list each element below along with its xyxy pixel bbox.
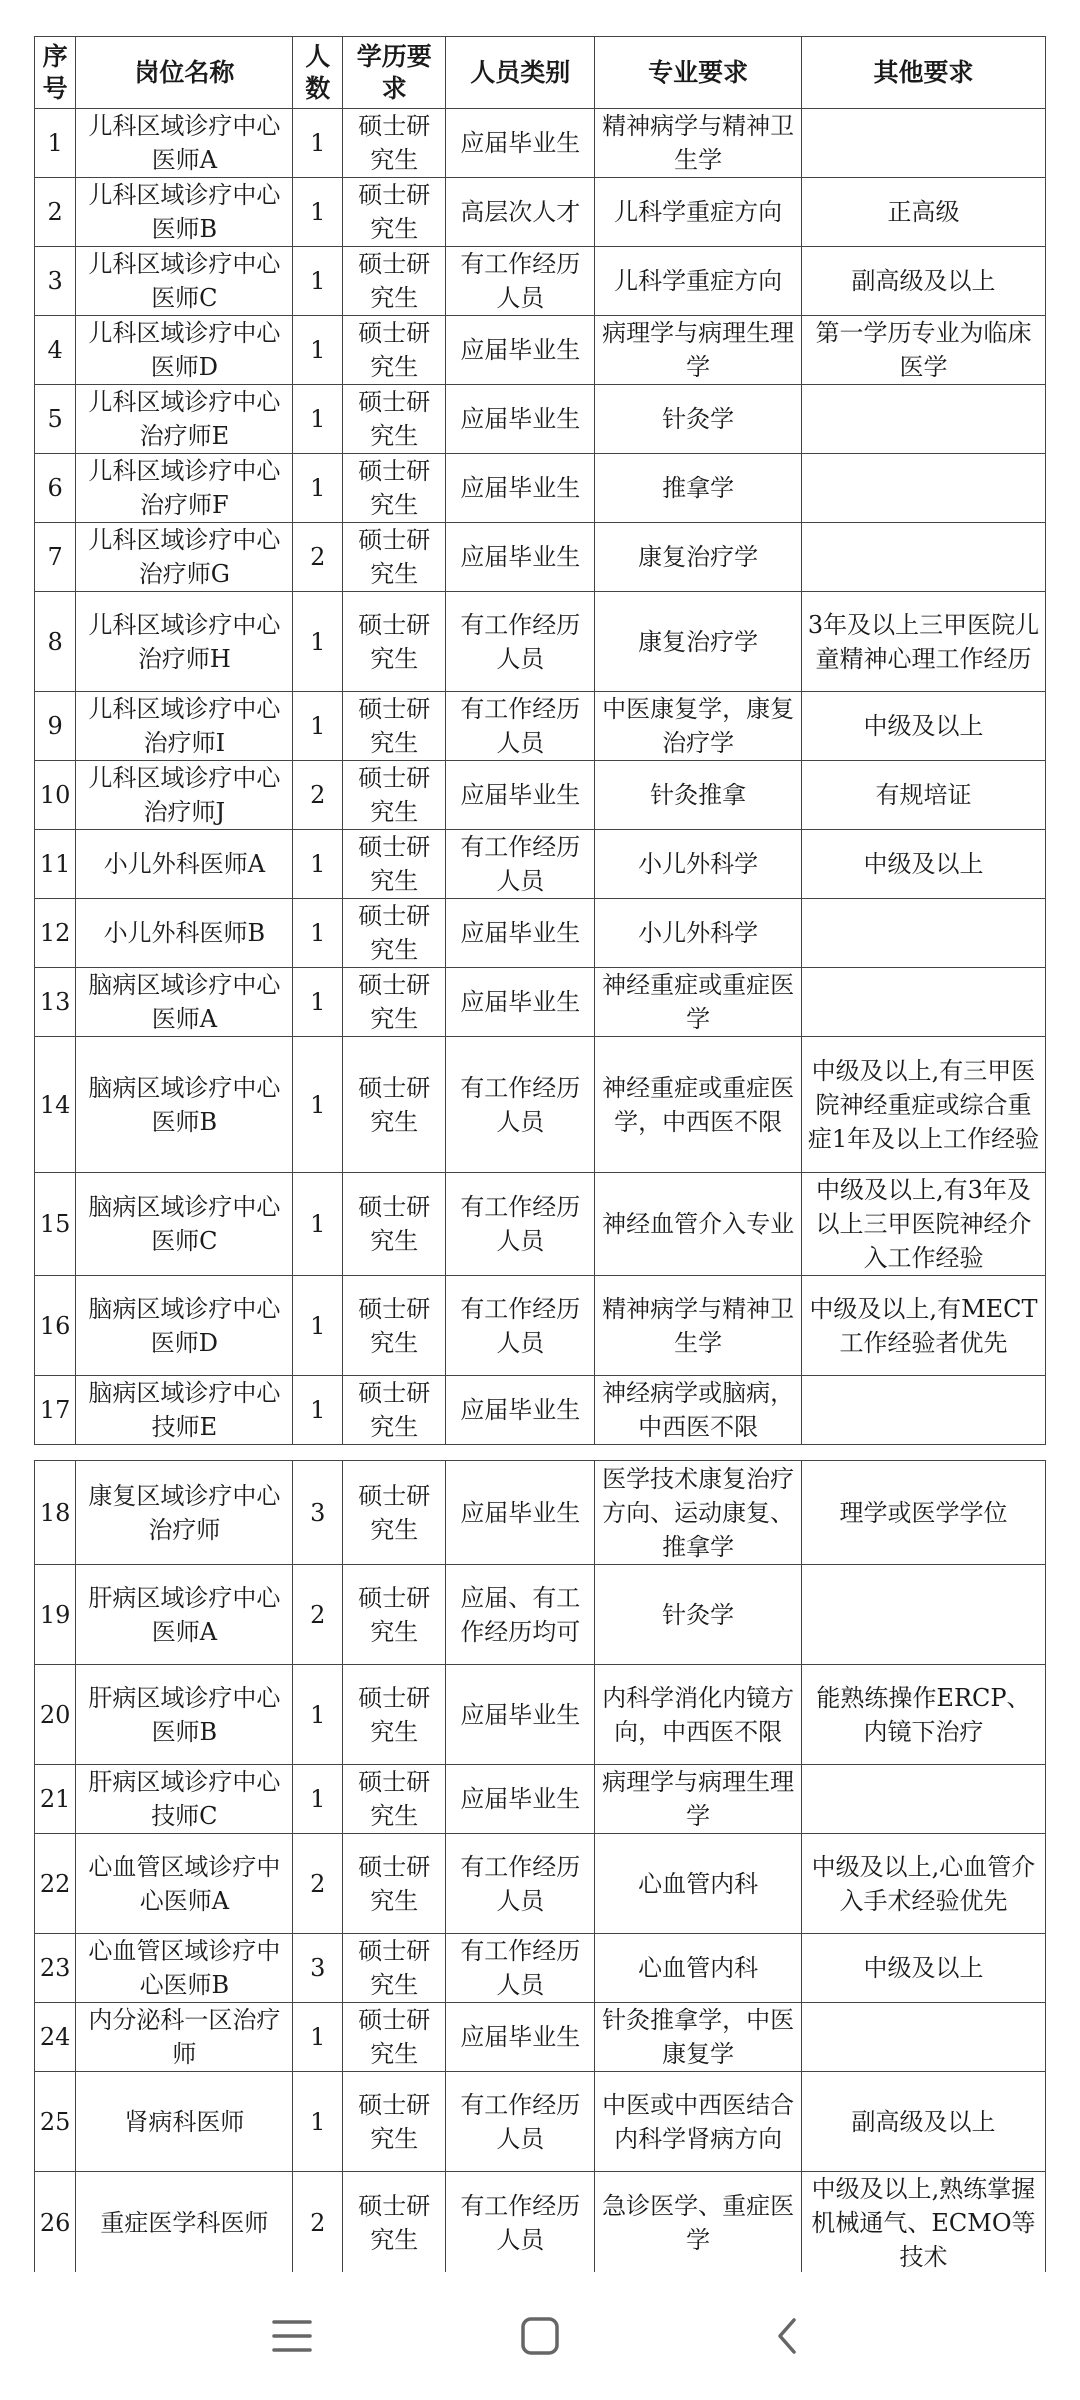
- row-category: 有工作经历人员: [446, 1934, 595, 2003]
- row-major: 内科学消化内镜方向，中西医不限: [595, 1665, 802, 1765]
- row-category: 应届毕业生: [446, 1765, 595, 1834]
- row-no: 2: [35, 178, 76, 247]
- row-education: 硕士研究生: [343, 830, 446, 899]
- table-row: [35, 1565, 1046, 1665]
- row-other-requirements: 副高级及以上: [801, 247, 1045, 316]
- row-no: 12: [35, 899, 76, 968]
- row-position-name: 心血管区域诊疗中心医师B: [76, 1934, 293, 2003]
- row-other-requirements: [801, 899, 1045, 968]
- row-education: 硕士研究生: [343, 1461, 446, 1565]
- row-education: 硕士研究生: [343, 1173, 446, 1276]
- row-category: 应届毕业生: [446, 1665, 595, 1765]
- row-major: 神经重症或重症医学: [595, 968, 802, 1037]
- row-headcount: 1: [293, 454, 343, 523]
- table-row: [35, 385, 1046, 454]
- row-education: 硕士研究生: [343, 2003, 446, 2072]
- row-position-name: 肝病区域诊疗中心医师A: [76, 1565, 293, 1665]
- row-category: 有工作经历人员: [446, 2072, 595, 2172]
- table-row: [35, 1173, 1046, 1276]
- row-other-requirements: [801, 385, 1045, 454]
- table-row: [35, 1037, 1046, 1173]
- row-other-requirements: [801, 454, 1045, 523]
- row-position-name: 肝病区域诊疗中心医师B: [76, 1665, 293, 1765]
- row-major: 儿科学重症方向: [595, 178, 802, 247]
- back-chevron-icon: [766, 2314, 810, 2358]
- row-major: 心血管内科: [595, 1934, 802, 2003]
- row-major: 医学技术康复治疗方向、运动康复、推拿学: [595, 1461, 802, 1565]
- row-category: 应届毕业生: [446, 454, 595, 523]
- row-position-name: 脑病区域诊疗中心技师E: [76, 1376, 293, 1445]
- row-education: 硕士研究生: [343, 1037, 446, 1173]
- table-row: [35, 592, 1046, 692]
- recruitment-table-top: [34, 36, 1046, 1445]
- row-education: 硕士研究生: [343, 1834, 446, 1934]
- row-position-name: 儿科区域诊疗中心医师C: [76, 247, 293, 316]
- row-category: 有工作经历人员: [446, 592, 595, 692]
- row-education: 硕士研究生: [343, 1934, 446, 2003]
- row-other-requirements: 中级及以上,心血管介入手术经验优先: [801, 1834, 1045, 1934]
- row-headcount: 2: [293, 761, 343, 830]
- table-row: [35, 1765, 1046, 1834]
- row-headcount: 1: [293, 1173, 343, 1276]
- row-other-requirements: 第一学历专业为临床医学: [801, 316, 1045, 385]
- row-headcount: 3: [293, 1461, 343, 1565]
- row-major: 针灸推拿学，中医康复学: [595, 2003, 802, 2072]
- row-other-requirements: 中级及以上,有三甲医院神经重症或综合重症1年及以上工作经验: [801, 1037, 1045, 1173]
- row-major: 神经血管介入专业: [595, 1173, 802, 1276]
- row-no: 21: [35, 1765, 76, 1834]
- table-row: [35, 1461, 1046, 1565]
- row-position-name: 肾病科医师: [76, 2072, 293, 2172]
- row-headcount: 1: [293, 692, 343, 761]
- row-other-requirements: [801, 523, 1045, 592]
- table-row: [35, 1276, 1046, 1376]
- table-row: [35, 178, 1046, 247]
- row-major: 病理学与病理生理学: [595, 1765, 802, 1834]
- row-education: 硕士研究生: [343, 316, 446, 385]
- row-no: 3: [35, 247, 76, 316]
- row-category: 应届毕业生: [446, 316, 595, 385]
- row-no: 5: [35, 385, 76, 454]
- row-major: 病理学与病理生理学: [595, 316, 802, 385]
- row-education: 硕士研究生: [343, 1276, 446, 1376]
- row-headcount: 1: [293, 968, 343, 1037]
- table-row: [35, 316, 1046, 385]
- row-major: 小儿外科学: [595, 899, 802, 968]
- row-category: 有工作经历人员: [446, 1037, 595, 1173]
- row-position-name: 儿科区域诊疗中心治疗师J: [76, 761, 293, 830]
- row-other-requirements: 中级及以上,熟练掌握机械通气、ECMO等技术: [801, 2172, 1045, 2273]
- table-row: [35, 1665, 1046, 1765]
- row-education: 硕士研究生: [343, 454, 446, 523]
- row-headcount: 2: [293, 2172, 343, 2273]
- row-position-name: 儿科区域诊疗中心治疗师E: [76, 385, 293, 454]
- row-other-requirements: [801, 109, 1045, 178]
- table-row: [35, 454, 1046, 523]
- row-position-name: 儿科区域诊疗中心治疗师G: [76, 523, 293, 592]
- row-position-name: 儿科区域诊疗中心治疗师F: [76, 454, 293, 523]
- row-other-requirements: 正高级: [801, 178, 1045, 247]
- row-education: 硕士研究生: [343, 968, 446, 1037]
- row-education: 硕士研究生: [343, 1376, 446, 1445]
- row-headcount: 1: [293, 385, 343, 454]
- table-row: [35, 2172, 1046, 2273]
- row-major: 精神病学与精神卫生学: [595, 109, 802, 178]
- row-education: 硕士研究生: [343, 523, 446, 592]
- row-position-name: 肝病区域诊疗中心技师C: [76, 1765, 293, 1834]
- row-no: 15: [35, 1173, 76, 1276]
- row-category: 有工作经历人员: [446, 1834, 595, 1934]
- row-category: 应届毕业生: [446, 2003, 595, 2072]
- header-category: 人员类别: [446, 37, 595, 109]
- row-education: 硕士研究生: [343, 247, 446, 316]
- table-row: [35, 968, 1046, 1037]
- row-no: 10: [35, 761, 76, 830]
- row-major: 神经病学或脑病，中西医不限: [595, 1376, 802, 1445]
- row-major: 康复治疗学: [595, 523, 802, 592]
- table-row: [35, 761, 1046, 830]
- row-no: 8: [35, 592, 76, 692]
- row-no: 11: [35, 830, 76, 899]
- row-no: 9: [35, 692, 76, 761]
- row-category: 应届毕业生: [446, 968, 595, 1037]
- row-category: 应届毕业生: [446, 109, 595, 178]
- recruitment-table-bottom: [34, 1460, 1046, 2272]
- menu-icon: [270, 2316, 314, 2356]
- row-major: 针灸推拿: [595, 761, 802, 830]
- table-row: [35, 247, 1046, 316]
- table-row: [35, 1834, 1046, 1934]
- home-square-icon: [518, 2314, 562, 2358]
- row-headcount: 1: [293, 1276, 343, 1376]
- system-navigation-bar: [0, 2272, 1080, 2400]
- row-major: 急诊医学、重症医学: [595, 2172, 802, 2273]
- row-major: 针灸学: [595, 1565, 802, 1665]
- row-position-name: 儿科区域诊疗中心医师B: [76, 178, 293, 247]
- row-headcount: 1: [293, 592, 343, 692]
- row-headcount: 1: [293, 830, 343, 899]
- row-no: 6: [35, 454, 76, 523]
- back-button[interactable]: [748, 2296, 828, 2376]
- row-no: 7: [35, 523, 76, 592]
- row-position-name: 小儿外科医师A: [76, 830, 293, 899]
- row-category: 有工作经历人员: [446, 1276, 595, 1376]
- row-position-name: 脑病区域诊疗中心医师A: [76, 968, 293, 1037]
- row-other-requirements: 3年及以上三甲医院儿童精神心理工作经历: [801, 592, 1045, 692]
- header-no: 序号: [35, 37, 76, 109]
- row-education: 硕士研究生: [343, 178, 446, 247]
- header-major: 专业要求: [595, 37, 802, 109]
- row-other-requirements: 理学或医学学位: [801, 1461, 1045, 1565]
- table-row: [35, 523, 1046, 592]
- row-other-requirements: [801, 1765, 1045, 1834]
- row-no: 13: [35, 968, 76, 1037]
- row-education: 硕士研究生: [343, 385, 446, 454]
- row-position-name: 儿科区域诊疗中心医师D: [76, 316, 293, 385]
- table-row: [35, 1376, 1046, 1445]
- row-category: 有工作经历人员: [446, 247, 595, 316]
- row-position-name: 康复区域诊疗中心治疗师: [76, 1461, 293, 1565]
- header-count: 人数: [293, 37, 343, 109]
- row-category: 应届、有工作经历均可: [446, 1565, 595, 1665]
- row-position-name: 内分泌科一区治疗师: [76, 2003, 293, 2072]
- row-category: 应届毕业生: [446, 899, 595, 968]
- row-other-requirements: 中级及以上: [801, 830, 1045, 899]
- row-headcount: 2: [293, 523, 343, 592]
- row-other-requirements: [801, 2003, 1045, 2072]
- row-position-name: 小儿外科医师B: [76, 899, 293, 968]
- row-other-requirements: 能熟练操作ERCP、内镜下治疗: [801, 1665, 1045, 1765]
- row-other-requirements: 副高级及以上: [801, 2072, 1045, 2172]
- header-other: 其他要求: [801, 37, 1045, 109]
- row-no: 22: [35, 1834, 76, 1934]
- row-other-requirements: 中级及以上: [801, 692, 1045, 761]
- row-category: 应届毕业生: [446, 1461, 595, 1565]
- row-headcount: 1: [293, 1037, 343, 1173]
- row-headcount: 1: [293, 1765, 343, 1834]
- row-major: 精神病学与精神卫生学: [595, 1276, 802, 1376]
- row-other-requirements: [801, 968, 1045, 1037]
- row-headcount: 2: [293, 1565, 343, 1665]
- row-no: 19: [35, 1565, 76, 1665]
- header-name: 岗位名称: [76, 37, 293, 109]
- row-other-requirements: 中级及以上: [801, 1934, 1045, 2003]
- row-education: 硕士研究生: [343, 2072, 446, 2172]
- table-row: [35, 1934, 1046, 2003]
- row-headcount: 1: [293, 1665, 343, 1765]
- row-no: 24: [35, 2003, 76, 2072]
- row-position-name: 脑病区域诊疗中心医师C: [76, 1173, 293, 1276]
- row-no: 20: [35, 1665, 76, 1765]
- row-position-name: 重症医学科医师: [76, 2172, 293, 2273]
- row-headcount: 3: [293, 1934, 343, 2003]
- table-header-row: [35, 37, 1046, 109]
- row-headcount: 1: [293, 316, 343, 385]
- menu-button[interactable]: [252, 2296, 332, 2376]
- row-category: 应届毕业生: [446, 1376, 595, 1445]
- row-headcount: 1: [293, 1376, 343, 1445]
- row-no: 17: [35, 1376, 76, 1445]
- row-position-name: 儿科区域诊疗中心医师A: [76, 109, 293, 178]
- row-no: 18: [35, 1461, 76, 1565]
- row-category: 有工作经历人员: [446, 830, 595, 899]
- table-row: [35, 2072, 1046, 2172]
- row-category: 有工作经历人员: [446, 692, 595, 761]
- row-education: 硕士研究生: [343, 899, 446, 968]
- row-category: 高层次人才: [446, 178, 595, 247]
- table-row: [35, 692, 1046, 761]
- row-headcount: 1: [293, 2072, 343, 2172]
- row-position-name: 心血管区域诊疗中心医师A: [76, 1834, 293, 1934]
- header-edu: 学历要求: [343, 37, 446, 109]
- row-other-requirements: [801, 1376, 1045, 1445]
- row-headcount: 1: [293, 109, 343, 178]
- row-headcount: 1: [293, 899, 343, 968]
- row-headcount: 1: [293, 178, 343, 247]
- row-education: 硕士研究生: [343, 2172, 446, 2273]
- row-education: 硕士研究生: [343, 761, 446, 830]
- table-row: [35, 2003, 1046, 2072]
- row-position-name: 儿科区域诊疗中心治疗师H: [76, 592, 293, 692]
- row-category: 应届毕业生: [446, 761, 595, 830]
- row-education: 硕士研究生: [343, 1765, 446, 1834]
- row-position-name: 儿科区域诊疗中心治疗师I: [76, 692, 293, 761]
- row-major: 神经重症或重症医学，中西医不限: [595, 1037, 802, 1173]
- row-major: 中医康复学，康复治疗学: [595, 692, 802, 761]
- row-major: 小儿外科学: [595, 830, 802, 899]
- row-no: 14: [35, 1037, 76, 1173]
- row-major: 心血管内科: [595, 1834, 802, 1934]
- row-major: 康复治疗学: [595, 592, 802, 692]
- row-no: 1: [35, 109, 76, 178]
- row-category: 有工作经历人员: [446, 2172, 595, 2273]
- home-button[interactable]: [500, 2296, 580, 2376]
- row-category: 应届毕业生: [446, 523, 595, 592]
- table-row: [35, 109, 1046, 178]
- row-education: 硕士研究生: [343, 1665, 446, 1765]
- row-no: 4: [35, 316, 76, 385]
- row-position-name: 脑病区域诊疗中心医师D: [76, 1276, 293, 1376]
- row-major: 儿科学重症方向: [595, 247, 802, 316]
- row-category: 有工作经历人员: [446, 1173, 595, 1276]
- row-other-requirements: [801, 1565, 1045, 1665]
- row-major: 针灸学: [595, 385, 802, 454]
- row-education: 硕士研究生: [343, 109, 446, 178]
- table-row: [35, 899, 1046, 968]
- row-no: 16: [35, 1276, 76, 1376]
- row-no: 25: [35, 2072, 76, 2172]
- row-headcount: 1: [293, 247, 343, 316]
- row-no: 26: [35, 2172, 76, 2273]
- row-education: 硕士研究生: [343, 692, 446, 761]
- row-major: 推拿学: [595, 454, 802, 523]
- row-other-requirements: 中级及以上,有MECT工作经验者优先: [801, 1276, 1045, 1376]
- row-headcount: 1: [293, 2003, 343, 2072]
- row-education: 硕士研究生: [343, 592, 446, 692]
- row-headcount: 2: [293, 1834, 343, 1934]
- row-other-requirements: 中级及以上,有3年及以上三甲医院神经介入工作经验: [801, 1173, 1045, 1276]
- row-no: 23: [35, 1934, 76, 2003]
- row-position-name: 脑病区域诊疗中心医师B: [76, 1037, 293, 1173]
- row-category: 应届毕业生: [446, 385, 595, 454]
- row-other-requirements: 有规培证: [801, 761, 1045, 830]
- row-major: 中医或中西医结合内科学肾病方向: [595, 2072, 802, 2172]
- table-row: [35, 830, 1046, 899]
- row-education: 硕士研究生: [343, 1565, 446, 1665]
